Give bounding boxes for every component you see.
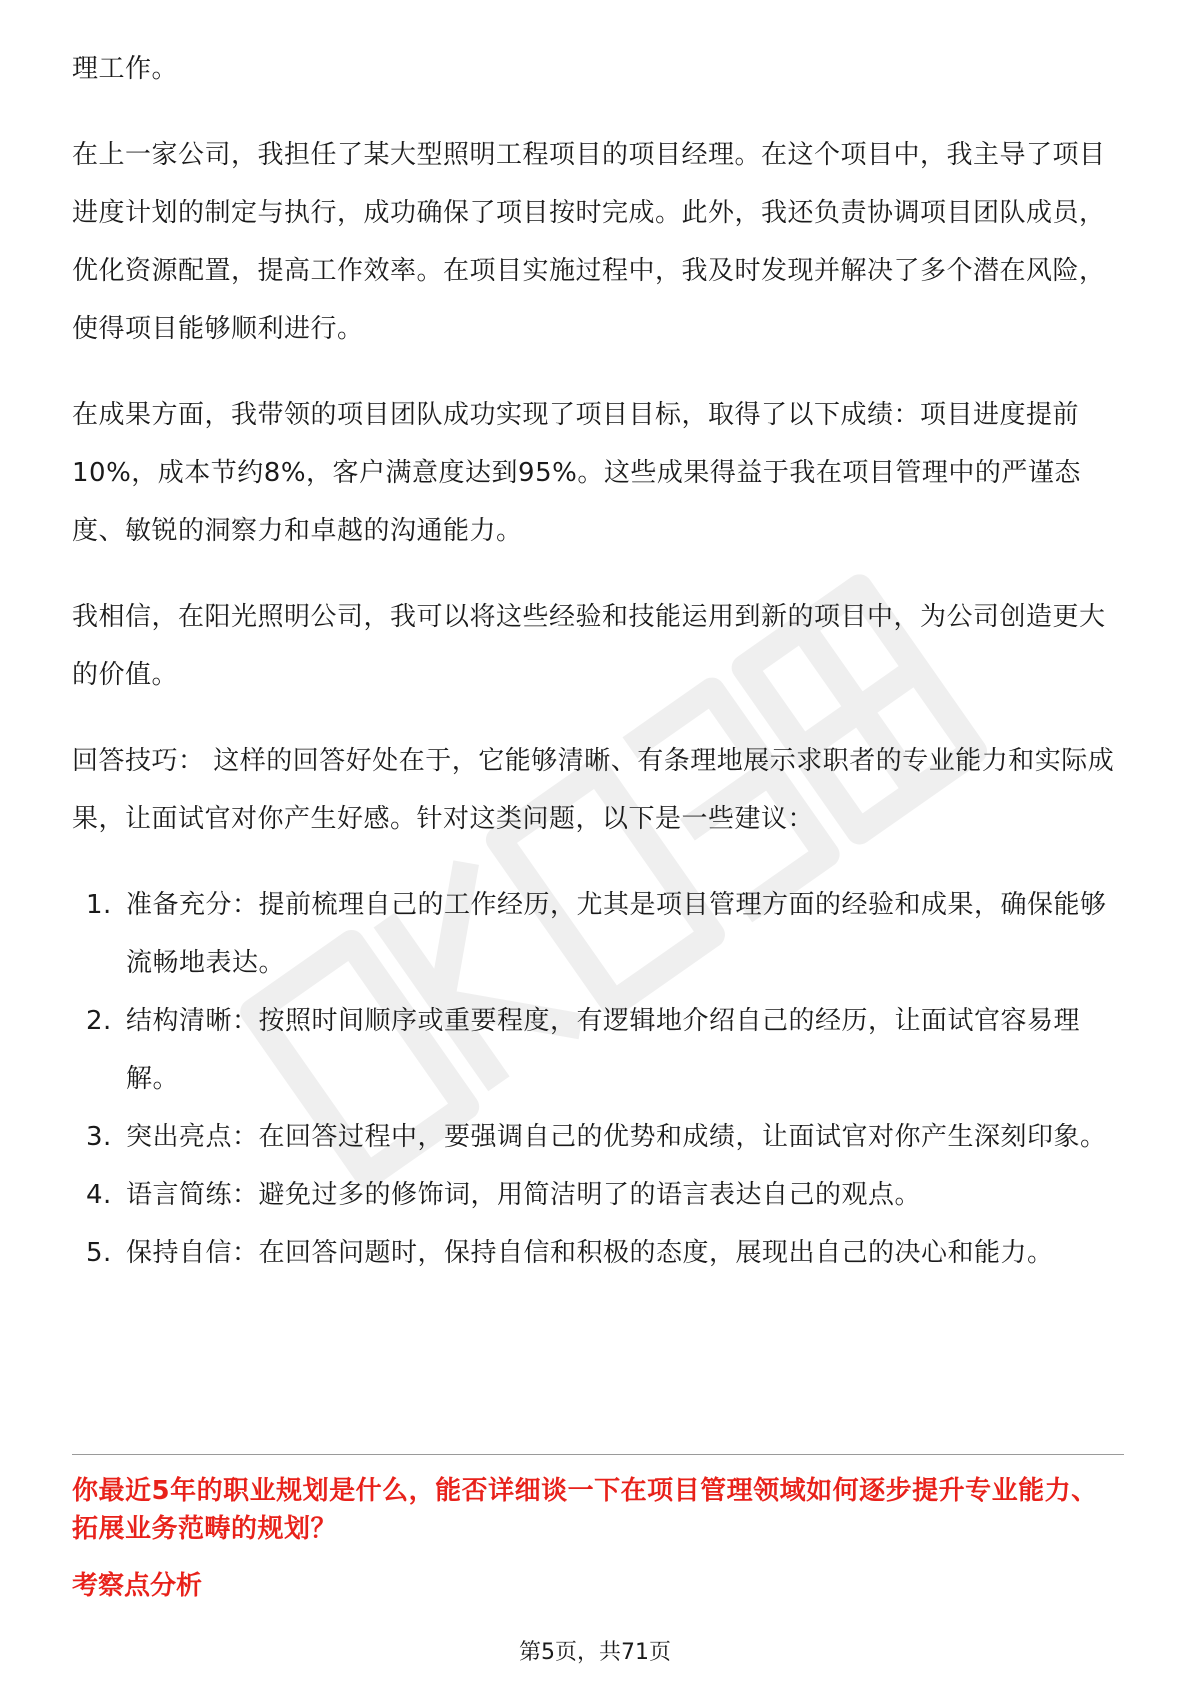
list-number: 5. <box>86 1238 112 1268</box>
list-text: 语言简练：避免过多的修饰词，用简洁明了的语言表达自己的观点。 <box>126 1180 922 1210</box>
list-item <box>72 1224 1124 1282</box>
section-divider <box>72 1454 1124 1455</box>
list-text: 准备充分：提前梳理自己的工作经历，尤其是项目管理方面的经验和成果，确保能够流畅地表达。 <box>126 890 1107 978</box>
list-number: 1. <box>86 890 112 920</box>
paragraph-answer-tips: 回答技巧： 这样的回答好处在于，它能够清晰、有条理地展示求职者的专业能力和实际成果，让面试官对你产生好感。针对这类问题，以下是一些建议： <box>72 746 1115 834</box>
paragraph-experience: 在上一家公司，我担任了某大型照明工程项目的项目经理。在这个项目中，我主导了项目进度计划的制定与执行，成功确保了项目按时完成。此外，我还负责协调项目团队成员，优化资源配置，提高工作效率。在项目实施过程中，我及时发现并解决了多个潜在风险，使得项目能够顺利进行。 <box>72 140 1106 344</box>
page-footer: 第5页，共71页 <box>519 1640 671 1665</box>
list-number: 3. <box>86 1122 112 1152</box>
list-text: 突出亮点：在回答过程中，要强调自己的优势和成绩，让面试官对你产生深刻印象。 <box>126 1122 1107 1152</box>
tips-list <box>72 876 1124 1282</box>
list-item <box>72 1166 1124 1224</box>
list-number: 4. <box>86 1180 112 1210</box>
list-item <box>72 992 1124 1108</box>
paragraph-belief: 我相信，在阳光照明公司，我可以将这些经验和技能运用到新的项目中，为公司创造更大的价值。 <box>72 602 1106 690</box>
list-item <box>72 876 1124 992</box>
list-number: 2. <box>86 1006 112 1036</box>
list-text: 结构清晰：按照时间顺序或重要程度，有逻辑地介绍自己的经历，让面试官容易理解。 <box>126 1006 1081 1094</box>
list-text: 保持自信：在回答问题时，保持自信和积极的态度，展现出自己的决心和能力。 <box>126 1238 1054 1268</box>
section-title: 考察点分析 <box>72 1571 203 1601</box>
paragraph-results: 在成果方面，我带领的项目团队成功实现了项目目标，取得了以下成绩：项目进度提前10%，成本节约8%，客户满意度达到95%。这些成果得益于我在项目管理中的严谨态度、敏锐的洞察力和卓越的沟通能力。 <box>72 400 1081 546</box>
page-content <box>72 40 1124 1282</box>
question-heading: 你最近5年的职业规划是什么，能否详细谈一下在项目管理领域如何逐步提升专业能力、拓展业务范畴的规划？ <box>72 1476 1098 1544</box>
list-item <box>72 1108 1124 1166</box>
paragraph-continuation: 理工作。 <box>72 54 179 84</box>
